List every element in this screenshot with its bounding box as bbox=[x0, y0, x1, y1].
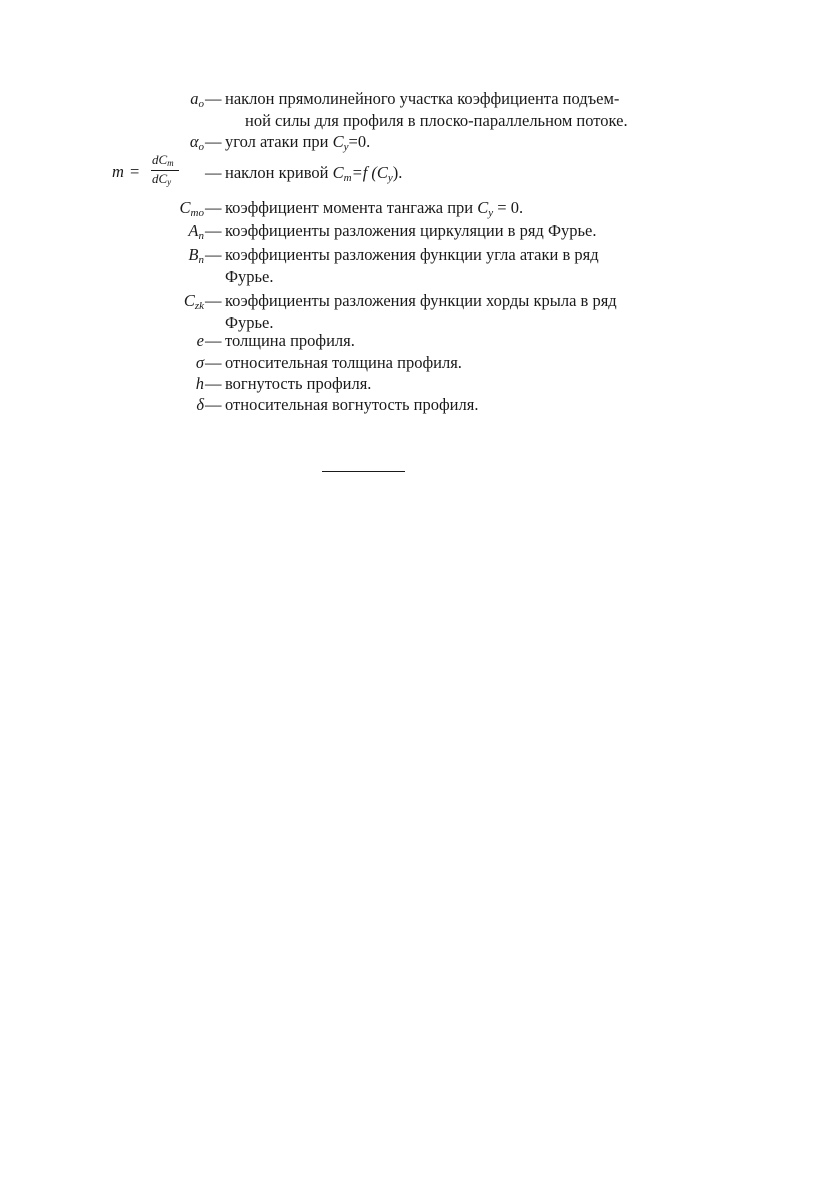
symbol: h bbox=[195, 374, 204, 393]
symbol: $C_{mo}$ bbox=[179, 198, 204, 219]
equals-sign: = bbox=[130, 162, 140, 181]
symbol: $C_{zk}$ bbox=[183, 291, 204, 312]
dash: — bbox=[205, 374, 222, 393]
symbol: δ bbox=[196, 395, 204, 414]
fraction-numerator: $dC_m$ bbox=[152, 152, 174, 168]
dash: — bbox=[205, 245, 222, 264]
definition-continuation: ной силы для профиля в плоско-параллельном потоке. bbox=[245, 111, 628, 130]
dash: — bbox=[205, 353, 222, 372]
definition-text: толщина профиля. bbox=[225, 331, 355, 350]
dash: — bbox=[205, 395, 222, 414]
dash: — bbox=[205, 163, 222, 182]
dash: — bbox=[205, 198, 222, 217]
definition-text: относительная вогнутость профиля. bbox=[225, 395, 479, 414]
symbol: $A_n$ bbox=[188, 221, 204, 242]
definition-text: вогнутость профиля. bbox=[225, 374, 372, 393]
definition-text: коэффициенты разложения функции хорды крыла в ряд bbox=[225, 291, 617, 310]
symbol: $B_n$ bbox=[188, 245, 204, 266]
dash: — bbox=[205, 89, 222, 108]
definition-text: наклон кривой $C_m=f$ $(C_y)$. bbox=[225, 163, 403, 184]
definition-continuation: Фурье. bbox=[225, 267, 274, 286]
definition-text: коэффициенты разложения функции угла атаки в ряд bbox=[225, 245, 599, 264]
definition-continuation: Фурье. bbox=[225, 313, 274, 332]
definition-text: угол атаки при $C_y=0$. bbox=[225, 132, 371, 153]
symbol: e bbox=[196, 331, 204, 350]
definition-text: наклон прямолинейного участка коэффициента подъем- bbox=[225, 89, 620, 108]
symbol: $a_o$ bbox=[190, 89, 204, 110]
definition-text: относительная толщина профиля. bbox=[225, 353, 462, 372]
symbol: σ bbox=[195, 353, 204, 372]
section-end-rule bbox=[322, 471, 405, 472]
dash: — bbox=[205, 331, 222, 350]
fraction-denominator: $dC_y$ bbox=[152, 171, 172, 187]
lhs-symbol: m bbox=[112, 162, 124, 181]
dash: — bbox=[205, 221, 222, 240]
dash: — bbox=[205, 132, 222, 151]
definition-text: коэффициенты разложения циркуляции в ряд Фурье. bbox=[225, 221, 597, 240]
definition-text: коэффициент момента тангажа при $C_y = 0$. bbox=[225, 198, 524, 219]
symbol: $\alpha_o$ bbox=[189, 132, 204, 153]
dash: — bbox=[205, 291, 222, 310]
